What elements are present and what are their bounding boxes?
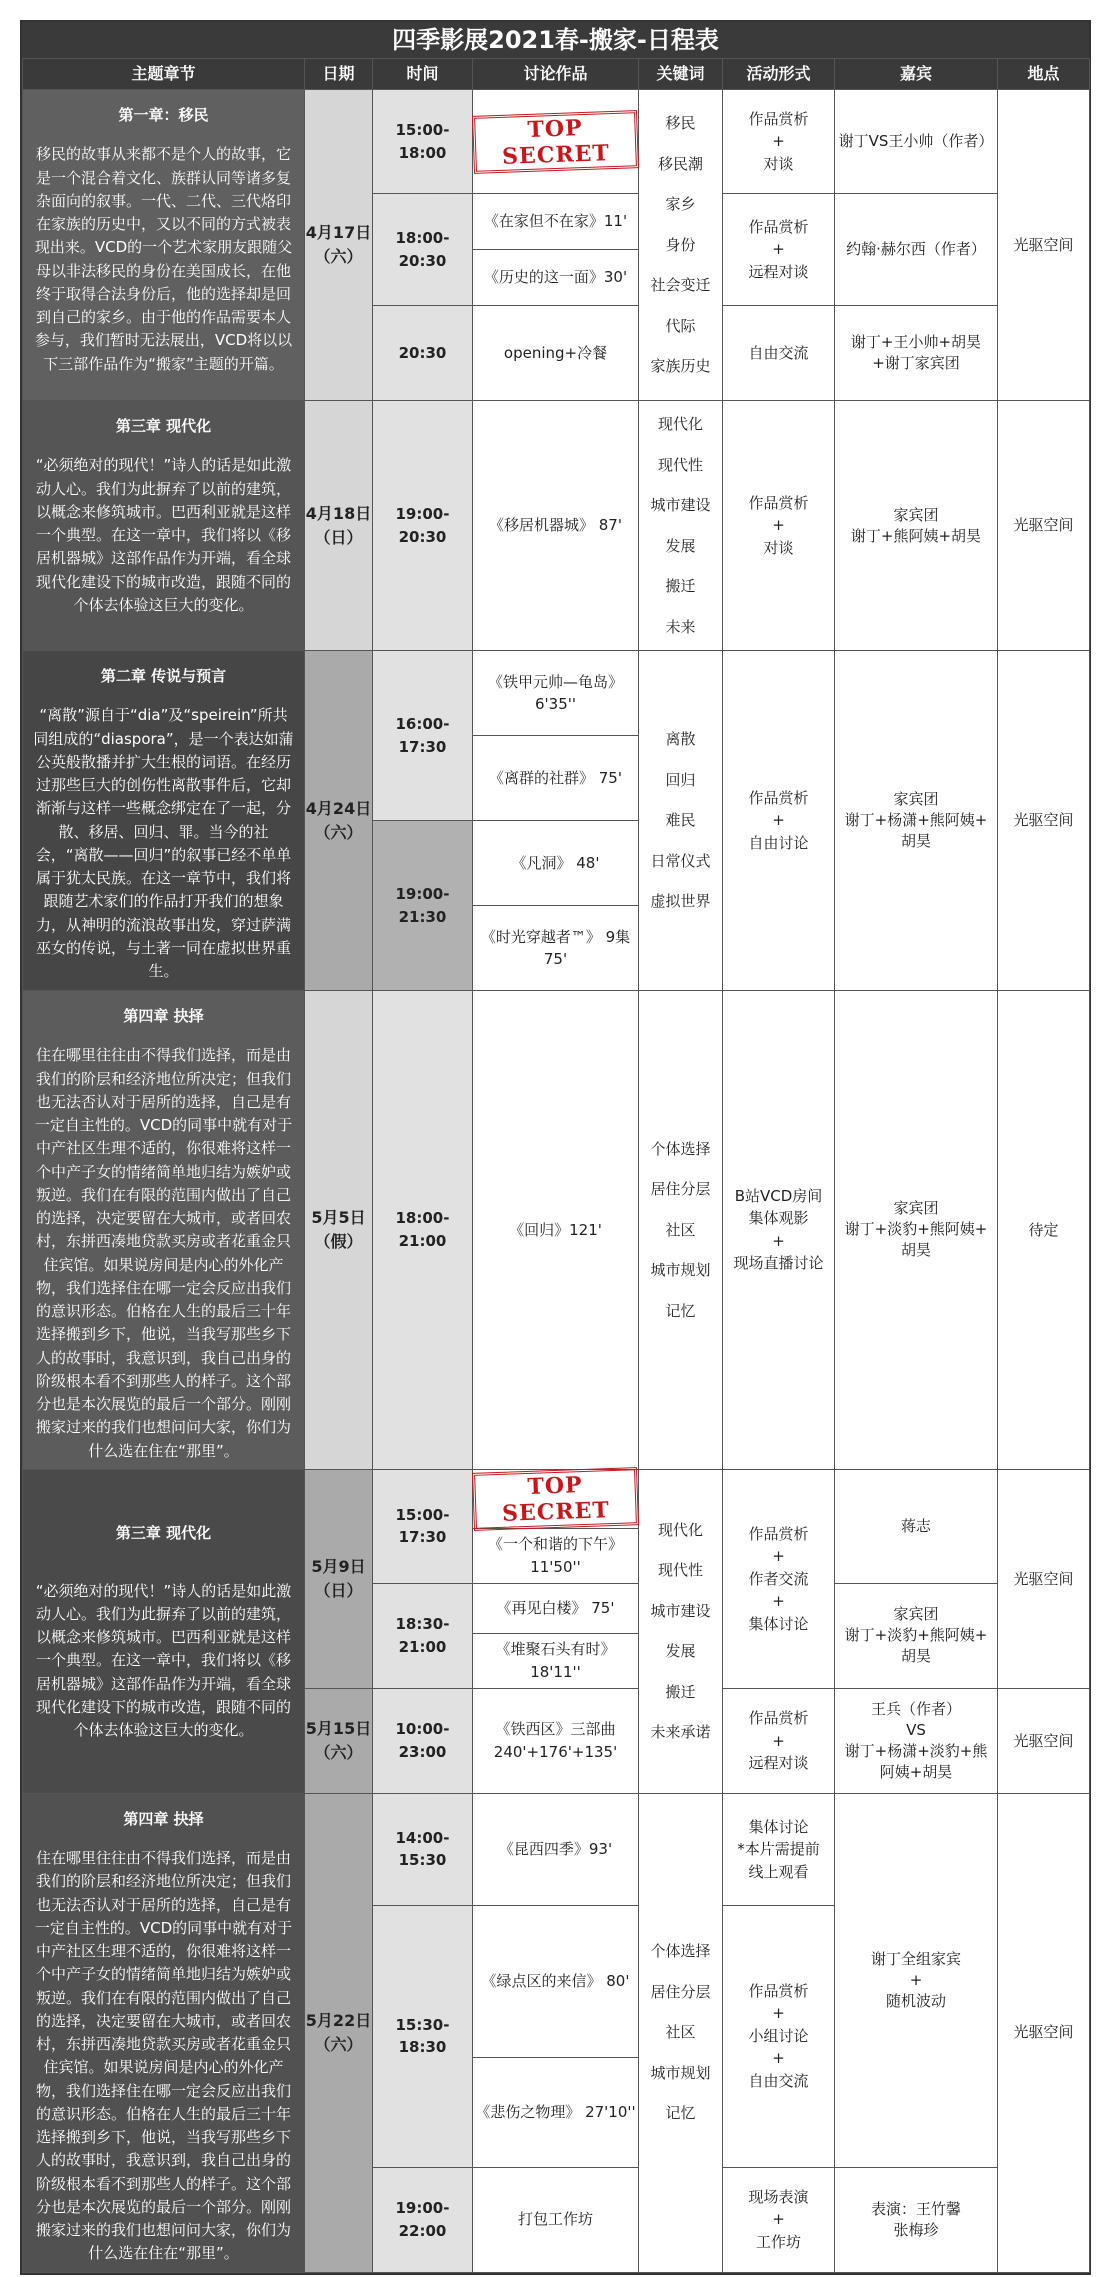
table-row [23, 90, 1090, 194]
top-secret-stamp: TOP SECRET [472, 110, 639, 174]
keyword: 社会变迁 [650, 276, 711, 295]
guest-cell [835, 1583, 998, 1688]
activity-cell [723, 1469, 835, 1688]
keyword: 社区 [665, 2023, 696, 2042]
date-weekday: （六） [314, 247, 363, 266]
activity-line: B站VCD房间 [734, 1186, 823, 1205]
guest-cell [835, 90, 998, 194]
work-line: 6'35'' [534, 695, 576, 713]
activity-line: 作品赏析 [748, 109, 809, 128]
activity-line: 现场直播讨论 [733, 1254, 824, 1273]
time-cell: 16:00-17:30 [373, 651, 473, 821]
venue-cell: 光驱空间 [998, 401, 1090, 651]
chapter-description: 住在哪里往往由不得我们选择，而是由我们的阶层和经济地位所决定；但我们也无法否认对于居所的选择，自己是有一定自主性的。VCD的同事中就有对于中产社区生理不适的，你很难将这样一个中产子女的情绪简单地归结为嫉妒或叛逆。我们在有限的范围内做出了自己的选择，决定要留在大城市，或者回农村，东拼西凑地贷款买房或者花重金只住宾馆。如果说房间是内心的外化产物，我们选择住在哪一定会反应出我们的意识形态。伯格在人生的最后三十年选择搬到乡下，他说，当我写那些乡下人的故事时，我意识到，我自己出身的阶级根本看不到那些人的样子。这个部分也是本次展览的最后一个部分。刚刚搬家过来的我们也想问问大家，你们为什么选在住在“那里”。 [34, 1046, 293, 1460]
activity-line: 自由讨论 [748, 833, 809, 852]
time-cell: 19:00-20:30 [373, 401, 473, 651]
work-line: 240'+176'+135' [493, 1742, 618, 1761]
keyword: 记忆 [665, 1301, 696, 1320]
activity-line: 线上观看 [748, 1862, 809, 1881]
guest-line: 谢丁+杨潇+熊阿姨+ [844, 811, 988, 829]
header-cell: 日期 [305, 59, 373, 90]
keyword: 搬迁 [665, 1682, 696, 1701]
work-line: 18'11'' [530, 1662, 581, 1681]
time-cell: 15:00-18:00 [373, 90, 473, 194]
chapter-title: 第四章 抉择 [123, 1809, 204, 1828]
work-cell: 《回归》121' [473, 991, 639, 1470]
guest-line: 阿姨+胡昊 [879, 1762, 953, 1781]
date-day: 5月9日 [311, 1556, 366, 1576]
table-row [23, 651, 1090, 736]
keyword: 难民 [665, 811, 696, 830]
guest-cell [835, 306, 998, 401]
header-cell: 时间 [373, 59, 473, 90]
activity-line: + [772, 811, 785, 830]
date-cell [305, 1688, 373, 1793]
guest-cell [835, 194, 998, 306]
time-cell: 18:00-20:30 [373, 194, 473, 306]
guest-line: 蒋志 [900, 1516, 931, 1535]
date-cell [305, 90, 373, 401]
chapter-cell [23, 651, 305, 991]
work-cell [473, 90, 639, 194]
chapter-title: 第四章 抉择 [123, 1007, 204, 1025]
date-day: 4月17日 [305, 223, 372, 242]
time-cell: 10:00-23:00 [373, 1688, 473, 1793]
keyword-cell [639, 651, 723, 991]
activity-line: 作品赏析 [748, 1981, 809, 2000]
keyword: 居住分层 [650, 1180, 711, 1199]
keyword: 移民潮 [657, 154, 703, 173]
chapter-cell [23, 90, 305, 401]
date-day: 4月24日 [305, 798, 372, 818]
date-day: 5月5日 [311, 1207, 366, 1227]
venue-cell: 光驱空间 [998, 1793, 1090, 2272]
guest-cell [835, 1793, 998, 2167]
keyword: 城市建设 [650, 496, 711, 514]
keyword: 城市规划 [650, 2063, 711, 2082]
work-cell [473, 1688, 639, 1793]
keyword: 搬迁 [665, 577, 696, 595]
activity-line: 集体讨论 [748, 1614, 809, 1633]
guest-line: 谢丁+王小帅+胡昊 [850, 333, 982, 351]
guest-line: 家宾团 [893, 1605, 939, 1624]
chapter-description: “离散”源自于“dia”及“speirein”所共同组成的“diaspora”，是一个表达如蒲公英般散播并扩大生根的词语。在经历过那些巨大的创伤性离散事件后，它却渐渐与这样一些概念绑定在了一起，分散、移居、回归、罪。当今的社会，“离散——回归”的叙事已经不单单属于犹太民族。在这一章节中，我们将跟随艺术家们的作品打开我们的想象力，从神明的流浪故事出发，穿过萨满巫女的传说，与土著一同在虚拟世界重生。 [33, 706, 294, 980]
work-line: 《铁甲元帅—龟岛》 [487, 672, 623, 691]
keyword: 发展 [665, 536, 696, 555]
guest-line: 家宾团 [893, 505, 939, 524]
keyword: 身份 [665, 235, 696, 254]
header-cell: 地点 [998, 59, 1090, 90]
guest-line: 谢丁+熊阿姨+胡昊 [850, 526, 982, 545]
guest-line: 胡昊 [900, 832, 931, 850]
chapter-cell [23, 401, 305, 651]
keyword: 现代性 [657, 455, 703, 474]
activity-line: 作品赏析 [748, 493, 809, 512]
venue-cell: 待定 [998, 991, 1090, 1470]
keyword: 发展 [665, 1642, 696, 1661]
guest-line: + [909, 1970, 923, 1989]
activity-cell [723, 2167, 835, 2272]
keyword: 未来 [665, 617, 696, 636]
activity-cell [723, 1793, 835, 1905]
guest-line: 谢丁全组家宾 [870, 1949, 961, 1968]
work-line: 《时光穿越者™》 9集 [480, 927, 631, 946]
activity-line: *本片需提前 [737, 1840, 820, 1858]
guest-line: 家宾团 [893, 790, 939, 808]
activity-line: + [772, 1731, 785, 1750]
date-cell [305, 991, 373, 1470]
keyword: 居住分层 [650, 1982, 711, 2001]
chapter-title: 第二章 传说与预言 [100, 667, 227, 685]
activity-line: + [772, 1231, 785, 1250]
keyword: 移民 [665, 114, 696, 133]
activity-line: + [772, 2004, 785, 2023]
venue-cell: 光驱空间 [998, 1469, 1090, 1688]
chapter-title: 第三章 现代化 [115, 417, 212, 435]
time-cell: 18:00-21:00 [373, 991, 473, 1470]
chapter-title: 第三章 现代化 [115, 1524, 212, 1543]
guest-line: 王兵（作者） [870, 1699, 961, 1718]
work-cell [473, 1469, 639, 1528]
time-cell: 20:30 [373, 306, 473, 401]
activity-line: 自由交流 [748, 2071, 809, 2090]
guest-cell [835, 401, 998, 651]
table-row [23, 1469, 1090, 1528]
guest-cell [835, 651, 998, 991]
date-weekday: （日） [314, 527, 363, 547]
work-line: 75' [543, 950, 568, 968]
activity-line: 作者交流 [748, 1569, 809, 1588]
venue-cell: 光驱空间 [998, 1688, 1090, 1793]
work-cell: 《昆西四季》93' [473, 1793, 639, 1905]
chapter-cell [23, 1469, 305, 1793]
work-cell: 《移居机器城》 87' [473, 401, 639, 651]
work-cell [473, 906, 639, 991]
keyword: 回归 [665, 770, 696, 789]
activity-cell [723, 90, 835, 194]
keyword: 离散 [665, 730, 696, 749]
activity-line: 对谈 [763, 538, 794, 557]
keyword: 记忆 [665, 2104, 696, 2123]
activity-line: 集体讨论 [748, 1817, 809, 1836]
activity-line: 小组讨论 [748, 2026, 809, 2045]
guest-line: 约翰·赫尔西（作者） [846, 240, 986, 258]
guest-line: 谢丁+淡豹+熊阿姨+ [844, 1220, 988, 1239]
keyword: 现代化 [657, 415, 703, 433]
guest-cell [835, 1469, 998, 1583]
activity-line: 作品赏析 [748, 1709, 809, 1727]
date-weekday: （六） [314, 1742, 363, 1762]
header-row [23, 59, 1090, 90]
time-cell: 18:30-21:00 [373, 1583, 473, 1688]
activity-cell [723, 1688, 835, 1793]
guest-line: 谢丁VS王小帅（作者） [838, 132, 994, 150]
date-weekday: （六） [314, 822, 363, 842]
schedule-table [22, 58, 1090, 2273]
work-cell: 《再见白楼》 75' [473, 1583, 639, 1633]
work-cell [473, 651, 639, 736]
activity-line: + [772, 240, 785, 259]
chapter-description: 移民的故事从来都不是个人的故事，它是一个混合着文化、族群认同等诸多复杂面向的叙事。一代、二代、三代烙印在家族的历史中，又以不同的方式被表现出来。VCD的一个艺术家朋友跟随父母以非法移民的身份在美国成长，在他终于取得合法身份后，他的选择却是回到自己的家乡。由于他的作品需要本人参与，我们暂时无法展出，VCD将以以下三部作品作为“搬家”主题的开篇。 [34, 145, 293, 373]
guest-line: 张梅珍 [893, 2220, 939, 2239]
keyword: 虚拟世界 [650, 892, 711, 911]
guest-line: 胡昊 [900, 1241, 931, 1260]
time-cell: 14:00-15:30 [373, 1793, 473, 1905]
date-day: 5月15日 [305, 1718, 372, 1738]
header-cell: 嘉宾 [835, 59, 998, 90]
work-cell: 《历史的这一面》30' [473, 250, 639, 306]
activity-line: 作品赏析 [748, 217, 809, 236]
keyword: 未来承诺 [650, 1723, 711, 1742]
work-line: 《铁西区》三部曲 [495, 1720, 616, 1739]
time-cell: 19:00-22:00 [373, 2167, 473, 2272]
activity-line: 作品赏析 [748, 788, 809, 807]
keyword: 城市建设 [650, 1601, 711, 1620]
time-cell: 15:00-17:30 [373, 1469, 473, 1583]
activity-line: 远程对谈 [748, 1754, 809, 1772]
keyword: 城市规划 [650, 1261, 711, 1280]
date-weekday: （日） [314, 1580, 363, 1600]
venue-cell: 光驱空间 [998, 90, 1090, 401]
work-cell: 《在家但不在家》11' [473, 194, 639, 250]
activity-line: + [772, 1592, 785, 1610]
guest-line: 家宾团 [893, 1199, 939, 1218]
keyword: 个体选择 [650, 1942, 711, 1961]
guest-cell [835, 1688, 998, 1793]
schedule-sheet [20, 20, 1091, 2275]
date-cell [305, 1469, 373, 1688]
work-cell: opening+冷餐 [473, 306, 639, 401]
keyword: 日常仪式 [650, 851, 711, 870]
work-cell: 《凡洞》 48' [473, 821, 639, 906]
page-title: 四季影展2021春-搬家-日程表 [22, 22, 1089, 58]
activity-cell [723, 991, 835, 1470]
time-cell: 15:30-18:30 [373, 1905, 473, 2167]
keyword-cell [639, 401, 723, 651]
guest-cell [835, 991, 998, 1470]
date-weekday: （假） [314, 1231, 363, 1251]
header-cell: 主题章节 [23, 59, 305, 90]
top-secret-stamp: TOP SECRET [472, 1467, 639, 1531]
guest-line: 胡昊 [900, 1647, 931, 1666]
header-cell: 活动形式 [723, 59, 835, 90]
activity-line: 集体观影 [748, 1209, 809, 1228]
date-day: 4月18日 [305, 503, 372, 523]
table-row [23, 401, 1090, 651]
date-cell [305, 1793, 373, 2272]
chapter-title: 第一章：移民 [118, 106, 209, 124]
guest-line: VS [906, 1720, 926, 1739]
keyword: 代际 [665, 316, 696, 335]
keyword: 个体选择 [650, 1139, 711, 1158]
keyword: 现代化 [657, 1520, 703, 1539]
activity-line: 作品赏析 [748, 1524, 809, 1543]
guest-line: 谢丁+杨潇+淡豹+熊 [844, 1741, 988, 1760]
chapter-description: “必须绝对的现代！”诗人的话是如此激动人心。我们为此摒弃了以前的建筑，以概念来修筑城市。巴西利亚就是这样一个典型。在这一章中，我们将以《移居机器城》这部作品作为开端，看全球现代化建设下的城市改造，跟随不同的个体去体验这巨大的变化。 [35, 1581, 292, 1739]
keyword-cell [639, 1793, 723, 2272]
work-cell: 《绿点区的来信》 80' [473, 1905, 639, 2057]
keyword-cell [639, 90, 723, 401]
work-line: 《一个和谐的下午》 [487, 1535, 623, 1554]
date-day: 5月22日 [305, 2010, 372, 2030]
work-cell [473, 1633, 639, 1688]
work-cell: 《离群的社群》 75' [473, 736, 639, 821]
activity-line: + [772, 516, 785, 535]
activity-cell [723, 194, 835, 306]
header-cell: 关键词 [639, 59, 723, 90]
table-row [23, 991, 1090, 1470]
guest-line: 表演：王竹馨 [870, 2199, 961, 2218]
date-weekday: （六） [314, 2034, 363, 2054]
activity-line: + [772, 2210, 785, 2229]
work-cell: 《悲伤之物理》 27'10'' [473, 2057, 639, 2167]
keyword: 家乡 [665, 195, 696, 214]
activity-cell [723, 306, 835, 401]
time-cell: 19:00-21:30 [373, 821, 473, 991]
date-cell [305, 651, 373, 991]
work-cell [473, 1528, 639, 1583]
guest-line: 谢丁+淡豹+熊阿姨+ [844, 1626, 988, 1645]
activity-cell [723, 651, 835, 991]
keyword-cell [639, 991, 723, 1470]
activity-line: 对谈 [763, 154, 794, 173]
guest-line: 随机波动 [885, 1991, 946, 2010]
keyword: 家族历史 [650, 357, 711, 376]
work-line: 11'50'' [530, 1557, 581, 1576]
activity-line: + [772, 2049, 785, 2068]
header-cell: 讨论作品 [473, 59, 639, 90]
work-cell: 打包工作坊 [473, 2167, 639, 2272]
activity-line: 工作坊 [755, 2232, 801, 2251]
keyword-cell [639, 1469, 723, 1793]
activity-cell [723, 1905, 835, 2167]
activity-line: 现场表演 [748, 2187, 809, 2206]
venue-cell: 光驱空间 [998, 651, 1090, 991]
table-row [23, 1793, 1090, 1905]
chapter-cell [23, 991, 305, 1470]
guest-cell [835, 2167, 998, 2272]
keyword: 社区 [665, 1220, 696, 1239]
activity-line: 远程对谈 [748, 262, 809, 281]
chapter-cell [23, 1793, 305, 2272]
activity-line: + [772, 132, 785, 151]
work-line: 《堆聚石头有时》 [495, 1640, 616, 1659]
guest-line: +谢丁家宾团 [872, 354, 960, 372]
chapter-description: “必须绝对的现代！”诗人的话是如此激动人心。我们为此摒弃了以前的建筑，以概念来修筑城市。巴西利亚就是这样一个典型。在这一章中，我们将以《移居机器城》这部作品作为开端，看全球现代化建设下的城市改造，跟随不同的个体去体验这巨大的变化。 [35, 456, 292, 614]
activity-cell [723, 401, 835, 651]
keyword: 现代性 [657, 1561, 703, 1580]
activity-line: 自由交流 [748, 343, 809, 362]
chapter-description: 住在哪里往往由不得我们选择，而是由我们的阶层和经济地位所决定；但我们也无法否认对于居所的选择，自己是有一定自主性的。VCD的同事中就有对于中产社区生理不适的，你很难将这样一个中产子女的情绪简单地归结为嫉妒或叛逆。我们在有限的范围内做出了自己的选择，决定要留在大城市，或者回农村，东拼西凑地贷款买房或者花重金只住宾馆。如果说房间是内心的外化产物，我们选择住在哪一定会反应出我们的意识形态。伯格在人生的最后三十年选择搬到乡下，他说，当我写那些乡下人的故事时，我意识到，我自己出身的阶级根本看不到那些人的样子。这个部分也是本次展览的最后一个部分。刚刚搬家过来的我们也想问问大家，你们为什么选在住在“那里”。 [34, 1849, 293, 2263]
activity-line: + [772, 1547, 785, 1565]
date-cell [305, 401, 373, 651]
